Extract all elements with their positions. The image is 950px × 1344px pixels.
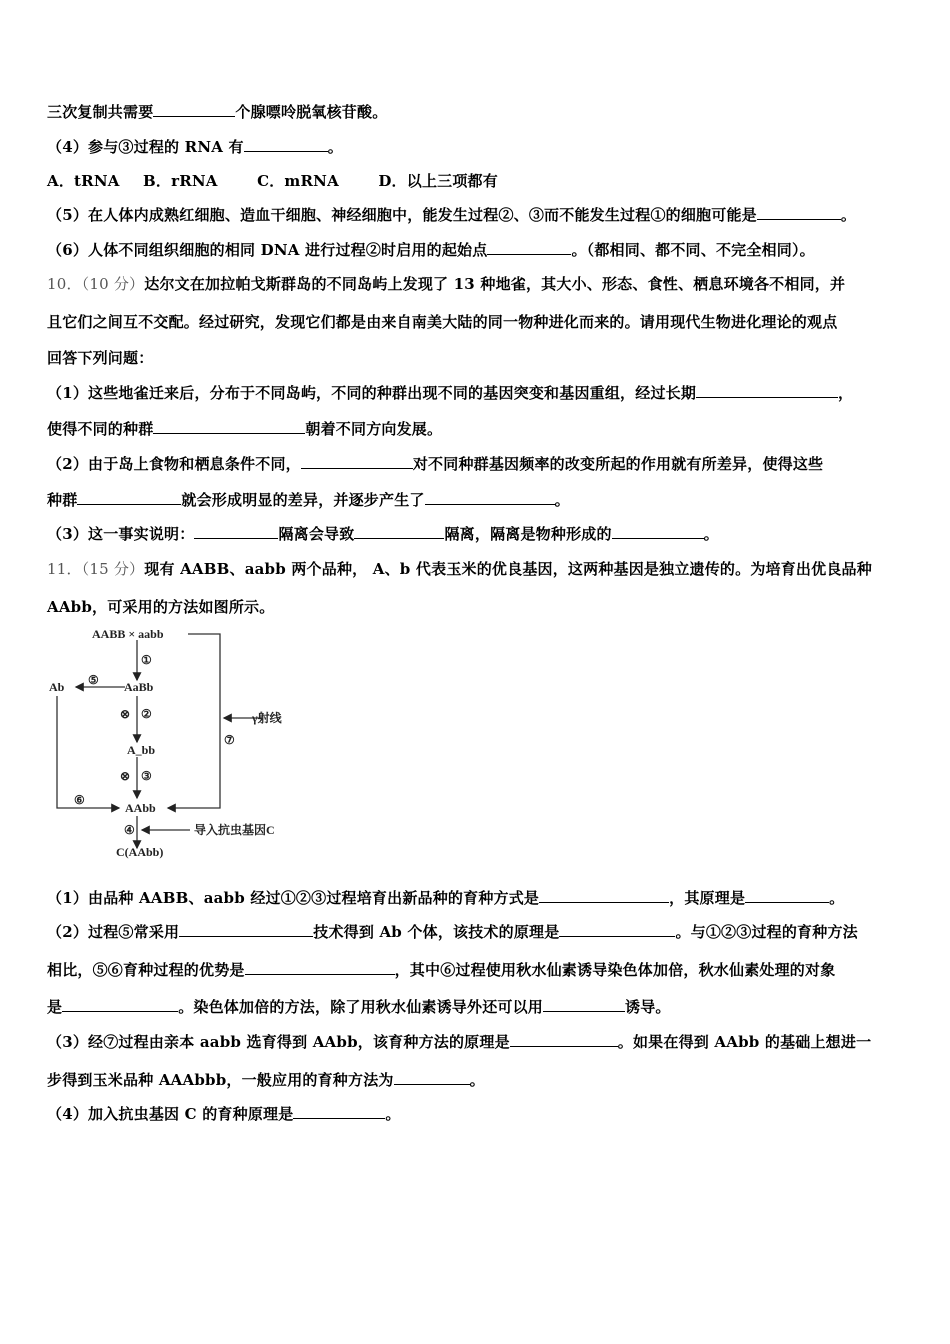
question-number: 10．（10 分）: [47, 275, 145, 293]
answer-blank[interactable]: [153, 419, 305, 434]
q11-part3-line1: （3）经⑦过程由亲本 aabb 选育得到 AAbb，该育种方法的原理是 。如果在得到 AAbb 的基础上想进一: [47, 1033, 872, 1051]
answer-blank[interactable]: [293, 1104, 385, 1119]
q11-part2-line3: 是 。染色体加倍的方法，除了用秋水仙素诱导外还可以用 诱导。: [47, 998, 671, 1016]
q10-stem-line2: 且它们之间互不交配。经过研究，发现它们都是由来自南美大陆的同一物种进化而来的。请用现代生物进化理论的观点: [47, 313, 838, 331]
step-6: ⑥: [74, 793, 85, 807]
answer-blank[interactable]: [62, 997, 178, 1012]
answer-blank[interactable]: [696, 383, 838, 398]
f1-label: AaBb: [124, 680, 154, 694]
answer-blank[interactable]: [425, 490, 555, 505]
q10-part2-line1: （2）由于岛上食物和栖息条件不同， 对不同种群基因频率的改变所起的作用就有所差异，使得这些: [47, 455, 824, 473]
q9-part4: （4）参与③过程的 RNA 有 。: [47, 138, 343, 156]
q9-part5: （5）在人体内成熟红细胞、造血干细胞、神经细胞中，能发生过程②、③而不能发生过程①的细胞可能是 。: [47, 206, 857, 224]
question-number: 11．（15 分）: [47, 560, 145, 578]
q10-part3: （3）这一事实说明： 隔离会导致 隔离，隔离是物种形成的 。: [47, 525, 719, 543]
q9-options: [47, 171, 498, 191]
answer-blank[interactable]: [543, 997, 625, 1012]
step-7: ⑦: [224, 733, 235, 747]
answer-blank[interactable]: [539, 888, 669, 903]
target-label: AAbb: [125, 801, 156, 815]
option-b[interactable]: B．rRNA: [143, 172, 218, 190]
answer-blank[interactable]: [394, 1070, 470, 1085]
answer-blank[interactable]: [612, 524, 704, 539]
step-4: ④: [124, 823, 135, 837]
answer-blank[interactable]: [745, 888, 829, 903]
answer-blank[interactable]: [194, 524, 278, 539]
answer-blank[interactable]: [301, 454, 413, 469]
answer-blank[interactable]: [179, 922, 313, 937]
q11-part3-line2: 步得到玉米品种 AAAbbb，一般应用的育种方法为 。: [47, 1071, 485, 1089]
final-label: C(AAbb): [116, 845, 164, 859]
answer-blank[interactable]: [77, 490, 181, 505]
step-1: ①: [141, 653, 152, 667]
step-5: ⑤: [88, 673, 99, 687]
q11-part1: （1）由品种 AABB、aabb 经过①②③过程培育出新品种的育种方式是 ，其原理是 。: [47, 889, 845, 907]
answer-blank[interactable]: [244, 137, 328, 152]
breeding-diagram: [44, 624, 304, 864]
q10-part2-line2: 种群 就会形成明显的差异，并逐步产生了 。: [47, 491, 570, 509]
q9-line-replication: 三次复制共需要 个腺嘌呤脱氧核苷酸。: [47, 103, 388, 121]
answer-blank[interactable]: [510, 1032, 618, 1047]
answer-blank[interactable]: [354, 524, 444, 539]
q11-stem-line2: AAbb，可采用的方法如图所示。: [47, 598, 275, 616]
q10-stem-line3: 回答下列问题：: [47, 349, 154, 367]
gene-label: 导入抗虫基因C: [194, 823, 275, 837]
q10-part1-line2: 使得不同的种群 朝着不同方向发展。: [47, 420, 443, 438]
answer-blank[interactable]: [245, 960, 395, 975]
q11-part4: （4）加入抗虫基因 C 的育种原理是 。: [47, 1105, 401, 1123]
q11-stem-line1: 11．（15 分）现有 AABB、aabb 两个品种， A、b 代表玉米的优良基因，这两种基因是独立遗传的。为培育出优良品种: [47, 560, 872, 578]
haploid-label: Ab: [49, 680, 65, 694]
option-c[interactable]: C．mRNA: [257, 172, 339, 190]
answer-blank[interactable]: [757, 205, 841, 220]
selfing-symbol: ⊗: [120, 769, 131, 783]
step-3: ③: [141, 769, 152, 783]
q10-stem-line1: 10．（10 分）达尔文在加拉帕戈斯群岛的不同岛屿上发现了 13 种地雀，其大小、形态、食性、栖息环境各不相同，并: [47, 275, 846, 293]
selfing-symbol: ⊗: [120, 707, 131, 721]
option-d[interactable]: D．以上三项都有: [378, 172, 498, 190]
q9-part6: （6）人体不同组织细胞的相同 DNA 进行过程②时启用的起始点 。（都相同、都不同、不完全相同）。: [47, 241, 815, 259]
f2-label: A_bb: [127, 743, 156, 757]
parents-label: AABB × aabb: [92, 627, 164, 641]
answer-blank[interactable]: [559, 922, 675, 937]
q11-part2-line2: 相比，⑤⑥育种过程的优势是 ，其中⑥过程使用秋水仙素诱导染色体加倍，秋水仙素处理的对象: [47, 961, 836, 979]
q11-part2-line1: （2）过程⑤常采用 技术得到 Ab 个体，该技术的原理是 。与①②③过程的育种方法: [47, 923, 858, 941]
q10-part1-line1: （1）这些地雀迁来后，分布于不同岛屿，不同的种群出现不同的基因突变和基因重组，经过长期 ，: [47, 384, 854, 402]
step-2: ②: [141, 707, 152, 721]
breeding-flowchart: [44, 624, 304, 864]
answer-blank[interactable]: [487, 240, 571, 255]
answer-blank[interactable]: [153, 102, 235, 117]
option-a[interactable]: A．tRNA: [47, 172, 120, 190]
gamma-ray-label: γ射线: [252, 711, 282, 725]
